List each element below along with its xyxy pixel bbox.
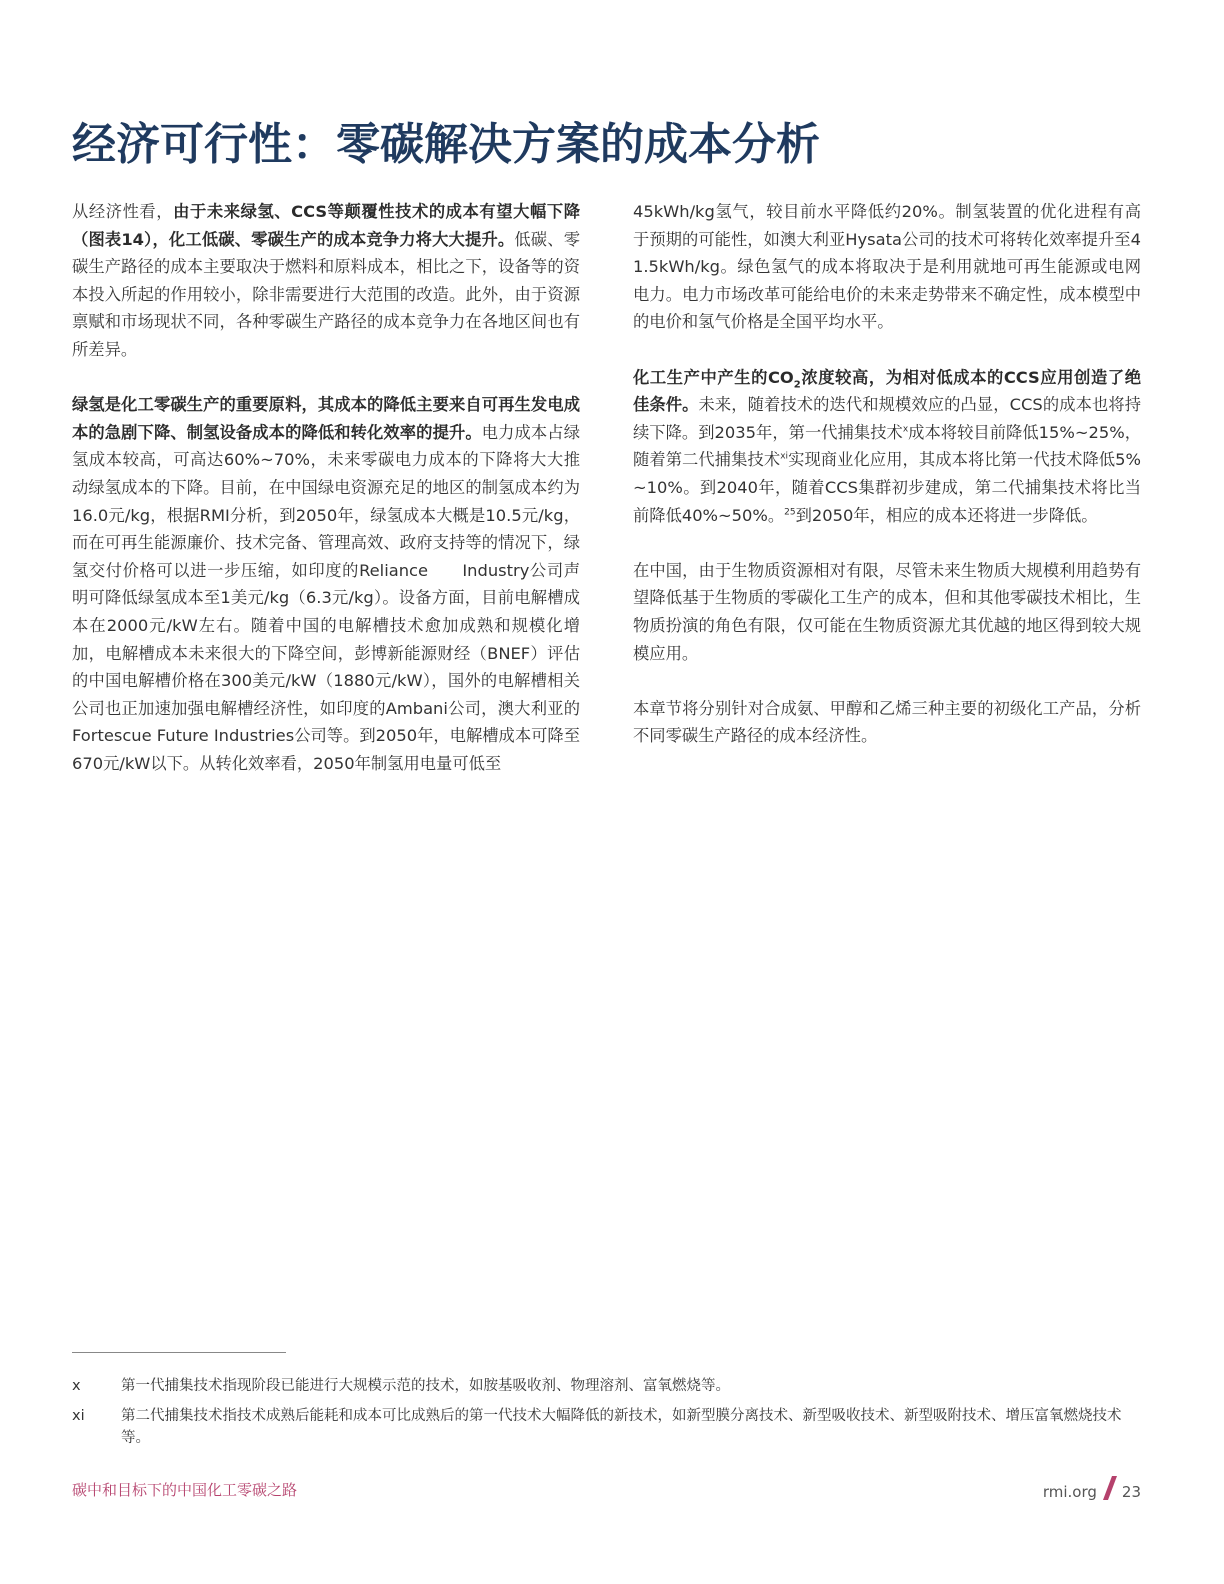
footnote-divider (72, 1352, 286, 1353)
right-column (633, 198, 1141, 777)
paragraph-body: 实现商业化应用，其成本将比第一代技术降低5%~10%。到2040年，随着CCS集群初步建成，第二代捕集技术将比当前降低40%~50%。 (633, 450, 1141, 525)
page-title: 经济可行性：零碳解决方案的成本分析 (72, 119, 820, 170)
footer-publication-title: 碳中和目标下的中国化工零碳之路 (72, 1481, 298, 1499)
paragraph-electrolysis-efficiency: 45kWh/kg氢气，较目前水平降低约20%。制氢装置的优化进程有高于预期的可能性，如澳大利亚Hysata公司的技术可将转化效率提升至41.5kWh/kg。绿色氢气的成本将取决于是利用就地可再生能源或电网电力。电力市场改革可能给电价的未来走势带来不确定性，成本模型中的电价和氢气价格是全国平均水平。 (633, 202, 1141, 332)
footnote-ref-xi[interactable]: xi (780, 451, 789, 462)
paragraph-body: 电力成本占绿氢成本较高，可高达60%~70%，未来零碳电力成本的下降将大大推动绿氢成本的下降。目前，在中国绿电资源充足的地区的制氢成本约为16.0元/kg，根据RMI分析，到2050年，绿氢成本大概是10.5元/kg，而在可再生能源廉价、技术完备、管理高效、政府支持等的情况下，绿氢交付价格可以进一步压缩，如印度的Reliance Industry公司声明可降低绿氢成本至1美元/kg（6.3元/kg）。设备方面，目前电解槽成本在2000元/kW左右。随着中国的电解槽技术愈加成熟和规模化增加，电解槽成本未来很大的下降空间，彭博新能源财经（BNEF）评估的中国电解槽价格在300美元/kW（1880元/kW），国外的电解槽相关公司也正加速加强电解槽经济性，如印度的Ambani公司，澳大利亚的Fortescue Future Industries公司等。到2050年，电解槽成本可降至670元/kW以下。从转化效率看，2050年制氢用电量可低至 (72, 422, 580, 773)
footnote-mark: x (72, 1378, 81, 1394)
left-column (72, 198, 580, 805)
footnote-mark: xi (72, 1408, 85, 1424)
footnote-ref-x[interactable]: x (902, 424, 909, 435)
footnote-x (72, 1375, 1142, 1397)
citation-ref-25[interactable]: 25 (784, 507, 796, 518)
paragraph-bold-statement: 由于未来绿氢、CCS等颠覆性技术的成本有望大幅下降（图表14），化工低碳、零碳生产的成本竞争力将大大提升。 (72, 202, 580, 249)
footer-page-info (1043, 1476, 1141, 1508)
footnote-text: 第二代捕集技术指技术成熟后能耗和成本可比成熟后的第一代技术大幅降低的新技术，如新型膜分离技术、新型吸收技术、新型吸附技术、增压富氧燃烧技术等。 (121, 1408, 1122, 1446)
footer-site-link[interactable]: rmi.org (1042, 1483, 1097, 1501)
paragraph-biomass: 在中国，由于生物质资源相对有限，尽管未来生物质大规模利用趋势有望降低基于生物质的零碳化工生产的成本，但和其他零碳技术相比，生物质扮演的角色有限，仅可能在生物质资源尤其优越的地区得到较大规模应用。 (633, 560, 1141, 663)
paragraph-green-hydrogen (72, 391, 580, 777)
paragraph-ccs (633, 364, 1141, 530)
bold-text: 化工生产中产生的CO (633, 367, 794, 387)
footnote-xi (72, 1405, 1142, 1449)
paragraph-body: 未来，随着技术的迭代和规模效应的凸显，CCS的成本也将持续下降。到2035年，第一代捕集技术 (633, 395, 1141, 442)
subscript: 2 (793, 378, 801, 390)
slash-divider-icon (1103, 1476, 1117, 1508)
paragraph-body: 到2050年，相应的成本还将进一步降低。 (795, 505, 1098, 525)
page-number: 23 (1121, 1483, 1141, 1501)
paragraph-chapter-outline: 本章节将分别针对合成氨、甲醇和乙烯三种主要的初级化工产品，分析不同零碳生产路径的成本经济性。 (633, 698, 1141, 746)
paragraph-body: 成本将较目前降低15%~25%，随着第二代捕集技术 (633, 422, 1141, 470)
paragraph-cost-overview (72, 198, 580, 364)
paragraph-bold-statement: 绿氢是化工零碳生产的重要原料，其成本的降低主要来自可再生发电成本的急剧下降、制氢设备成本的降低和转化效率的提升。 (72, 395, 580, 442)
bold-text: 浓度较高，为相对低成本的CCS应用创造了绝佳条件。 (633, 367, 1141, 415)
paragraph-lead: 从经济性看， (72, 202, 174, 221)
paragraph-body: 低碳、零碳生产路径的成本主要取决于燃料和原料成本，相比之下，设备等的资本投入所起的作用较小，除非需要进行大范围的改造。此外，由于资源禀赋和市场现状不同，各种零碳生产路径的成本竞争力在各地区间也有所差异。 (72, 229, 580, 359)
footnote-text: 第一代捕集技术指现阶段已能进行大规模示范的技术，如胺基吸收剂、物理溶剂、富氧燃烧等。 (121, 1378, 730, 1394)
